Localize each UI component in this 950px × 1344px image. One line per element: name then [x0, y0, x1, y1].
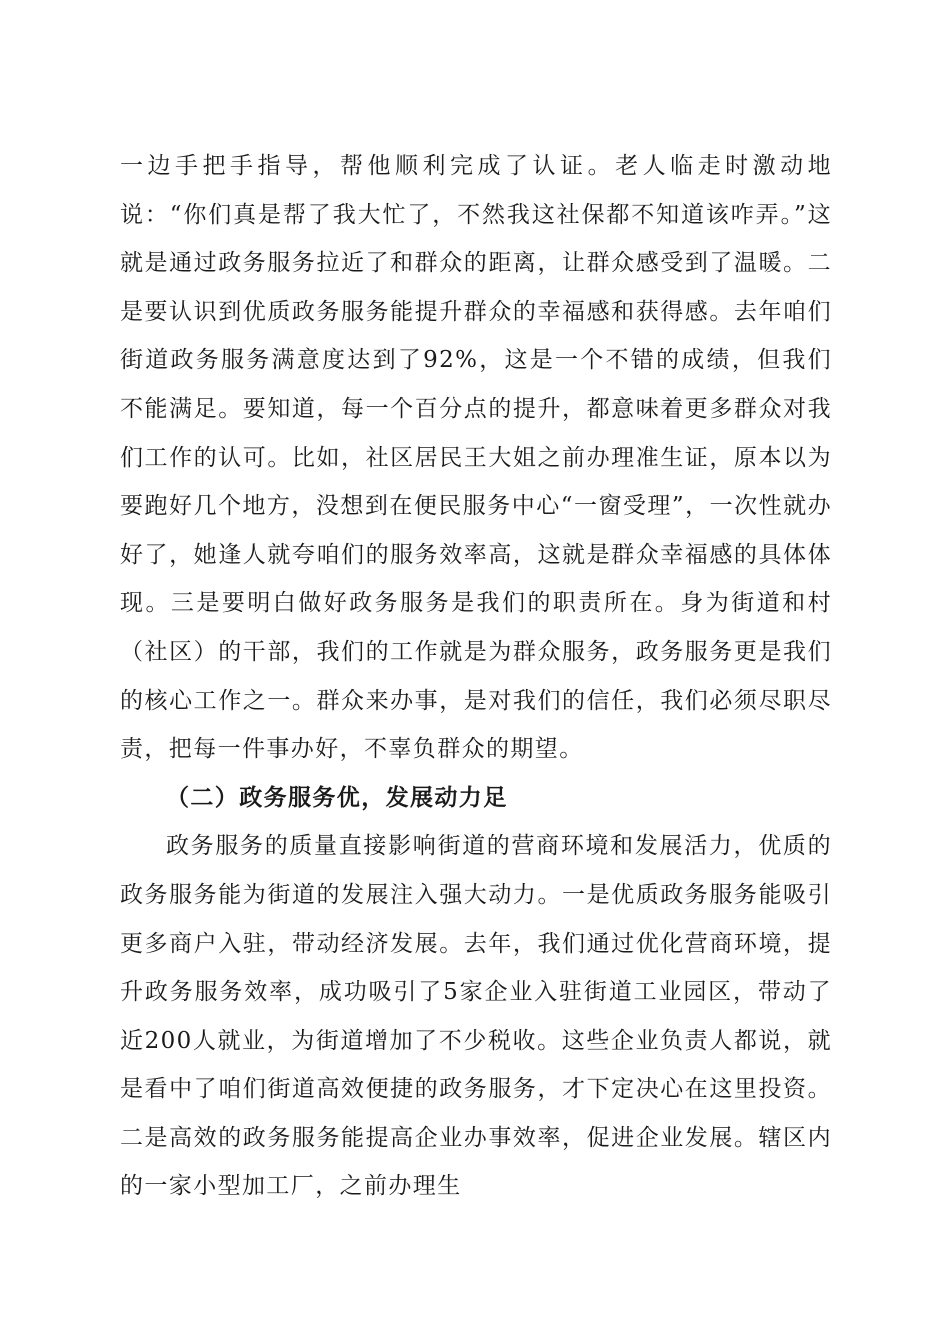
- body-paragraph-1: 一边手把手指导，帮他顺利完成了认证。老人临走时激动地说：“你们真是帮了我大忙了，不然我这社保都不知道该咋弄。”这就是通过政务服务拉近了和群众的距离，让群众感受到了温暖。二是要认识到优质政务服务能提升群众的幸福感和获得感。去年咱们街道政务服务满意度达到了92%，这是一个不错的成绩，但我们不能满足。要知道，每一个百分点的提升，都意味着更多群众对我们工作的认可。比如，社区居民王大姐之前办理准生证，原本以为要跑好几个地方，没想到在便民服务中心“一窗受理”，一次性就办好了，她逢人就夸咱们的服务效率高，这就是群众幸福感的具体体现。三是要明白做好政务服务是我们的职责所在。身为街道和村（社区）的干部，我们的工作就是为群众服务，政务服务更是我们的核心工作之一。群众来办事，是对我们的信任，我们必须尽职尽责，把每一件事办好，不辜负群众的期望。: [120, 153, 832, 763]
- body-paragraph-2: 政务服务的质量直接影响街道的营商环境和发展活力，优质的政务服务能为街道的发展注入强大动力。一是优质政务服务能吸引更多商户入驻，带动经济发展。去年，我们通过优化营商环境，提升政务服务效率，成功吸引了5家企业入驻街道工业园区，带动了近200人就业，为街道增加了不少税收。这些企业负责人都说，就是看中了咱们街道高效便捷的政务服务，才下定决心在这里投资。二是高效的政务服务能提高企业办事效率，促进企业发展。辖区内的一家小型加工厂，之前办理生: [120, 833, 832, 1200]
- section-heading: （二）政务服务优，发展动力足: [166, 783, 508, 811]
- document-body: [120, 142, 832, 1211]
